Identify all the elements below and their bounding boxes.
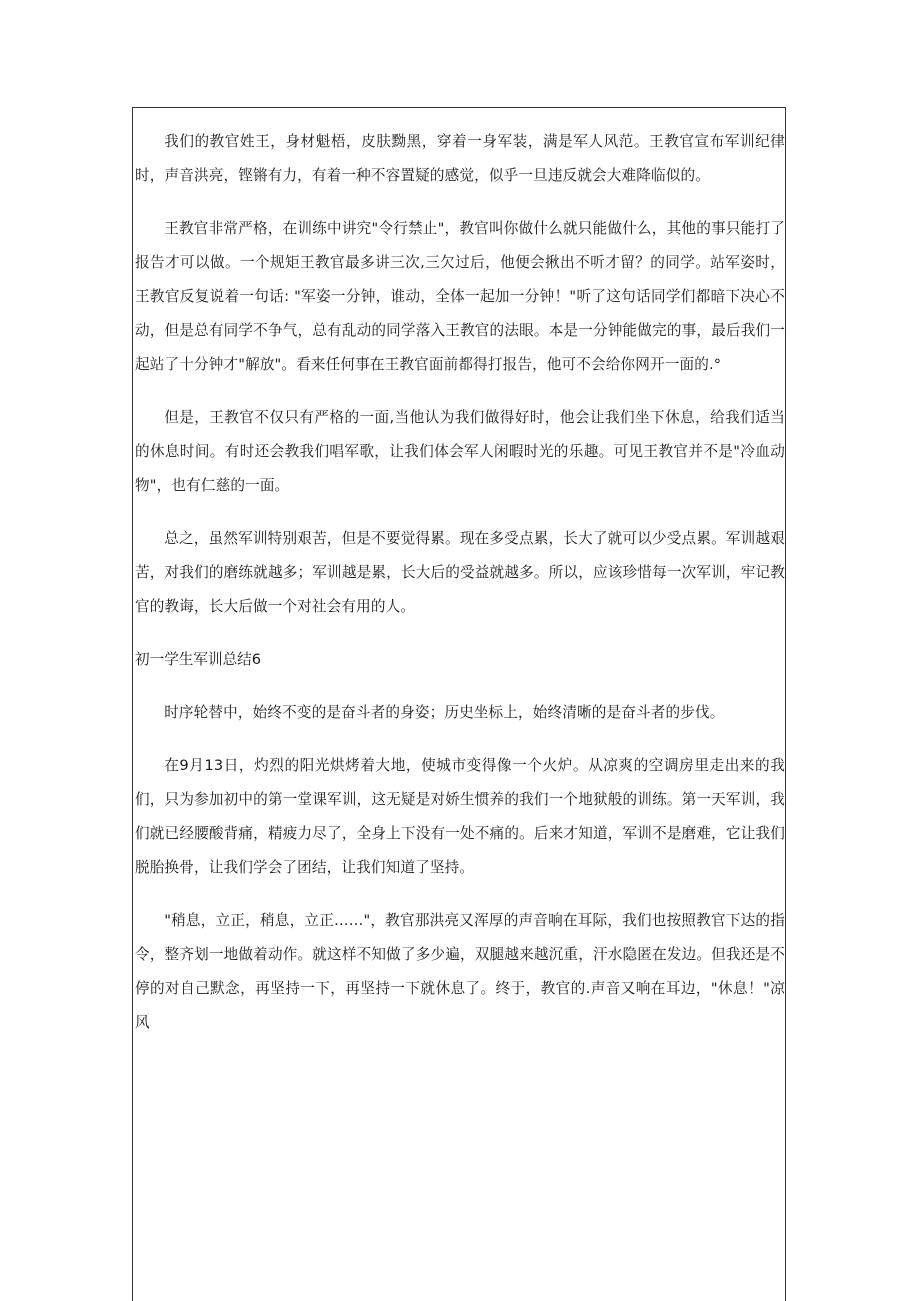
- paragraph: "稍息，立正，稍息，立正……"，教官那洪亮又浑厚的声音响在耳际，我们也按照教官下达的指令，整齐划一地做着动作。就这样不知做了多少遍，双腿越来越沉重，汗水隐匿在发边。但我还是不停的对自己默念，再坚持一下，再坚持一下就休息了。终于，教官的.声音又响在耳边，"休息！"凉风: [135, 912, 785, 1031]
- section-heading: 初一学生军训总结6: [135, 651, 262, 668]
- document-body: [135, 125, 785, 1059]
- paragraph: 我们的教官姓王，身材魁梧，皮肤黝黑，穿着一身军装，满是军人风范。王教官宣布军训纪律时，声音洪亮，铿锵有力，有着一种不容置疑的感觉，似乎一旦违反就会大难降临似的。: [135, 133, 785, 184]
- paragraph: 在9月13日，灼烈的阳光烘烤着大地，使城市变得像一个火炉。从凉爽的空调房里走出来的我们，只为参加初中的第一堂课军训，这无疑是对娇生惯养的我们一个地狱般的训练。第一天军训，我们就已经腰酸背痛，精疲力尽了，全身上下没有一处不痛的。后来才知道，军训不是磨难，它让我们脱胎换骨，让我们学会了团结，让我们知道了坚持。: [135, 757, 785, 876]
- paragraph: 总之，虽然军训特别艰苦，但是不要觉得累。现在多受点累，长大了就可以少受点累。军训越艰苦，对我们的磨练就越多；军训越是累，长大后的受益就越多。所以，应该珍惜每一次军训，牢记教官的教诲，长大后做一个对社会有用的人。: [135, 530, 785, 615]
- paragraph: 王教官非常严格，在训练中讲究"令行禁止"，教官叫你做什么就只能做什么，其他的事只能打了报告才可以做。一个规矩王教官最多讲三次,三欠过后，他便会揪出不听才留？的同学。站军姿时，王教官反复说着一句话: "军姿一分钟，谁动，全体一起加一分钟！"听了这句话同学们都暗下决心不动，但是总有同学不争气，总有乱动的同学落入王教官的法眼。本是一分钟能做完的事，最后我们一起站了十分钟才"解放"。看来任何事在王教官面前都得打报告，他可不会给你网开一面的.°: [135, 220, 785, 373]
- paragraph: 时序轮替中，始终不变的是奋斗者的身姿；历史坐标上，始终清晰的是奋斗者的步伐。: [164, 704, 725, 721]
- paragraph: 但是，王教官不仅只有严格的一面,当他认为我们做得好时，他会让我们坐下休息，给我们适当的休息时间。有时还会教我们唱军歌，让我们体会军人闲暇时光的乐趣。可见王教官并不是"冷血动物"，也有仁慈的一面。: [135, 409, 785, 494]
